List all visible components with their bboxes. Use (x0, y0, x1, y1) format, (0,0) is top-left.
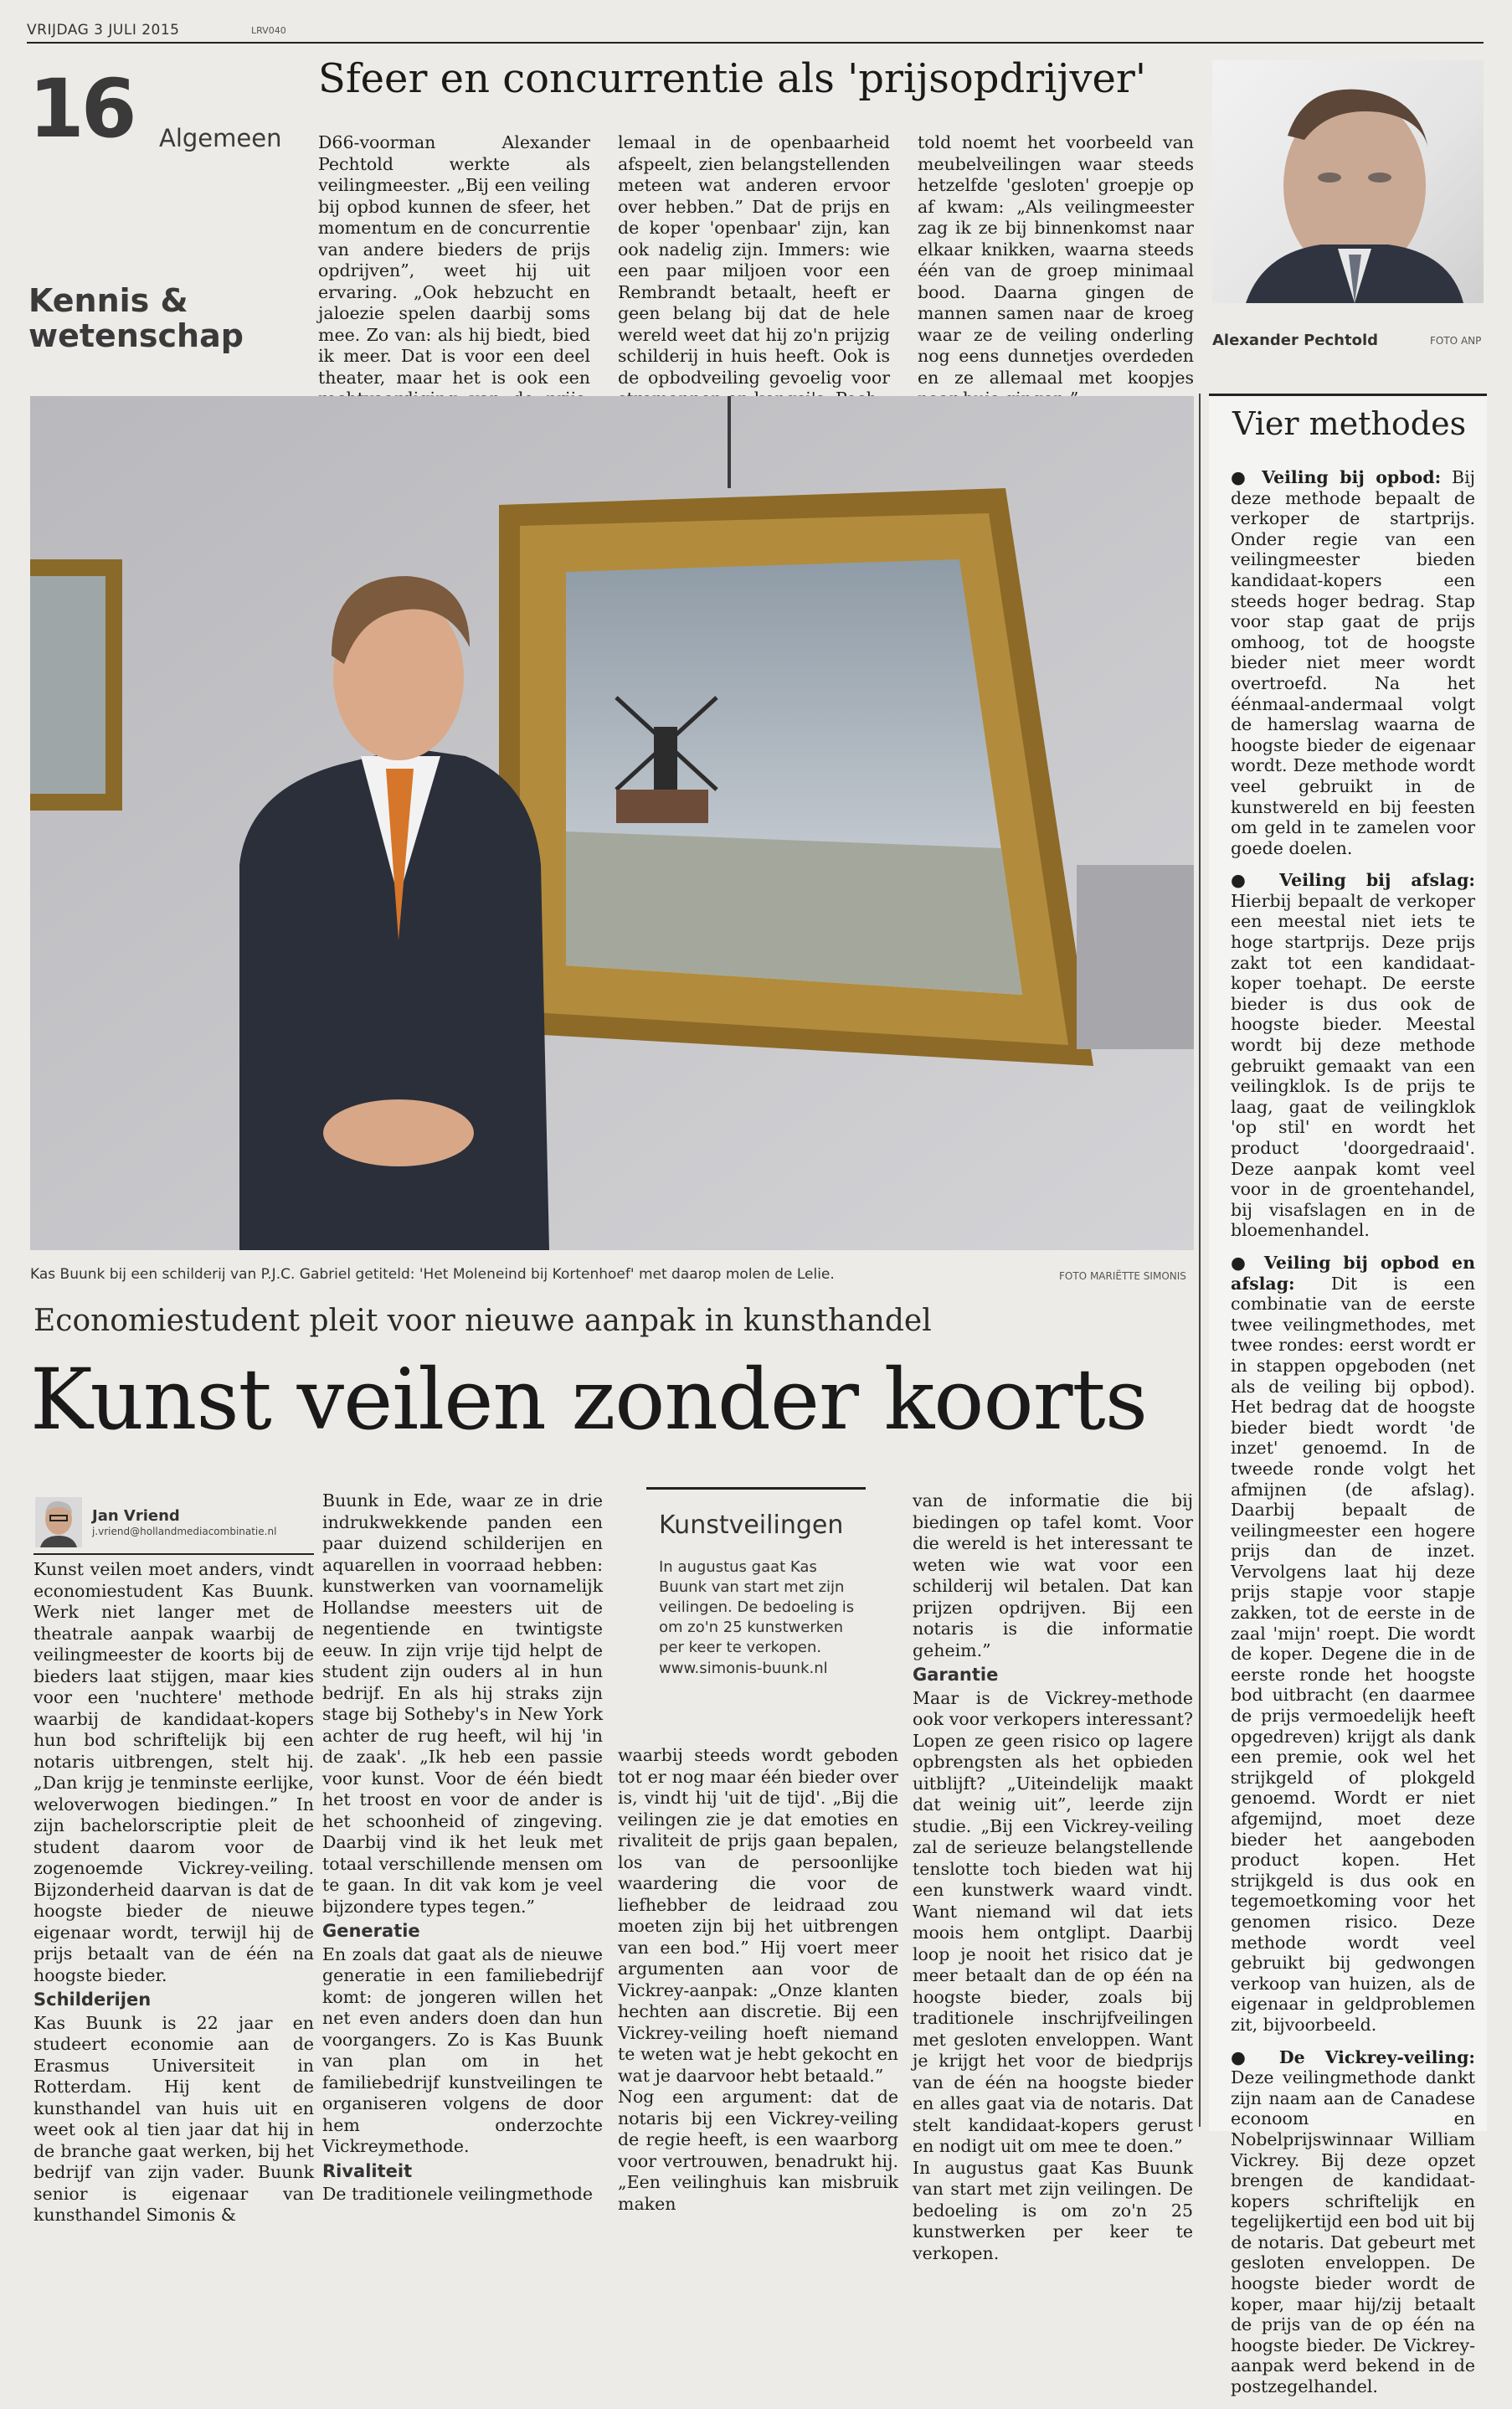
date-line: VRIJDAG 3 JULI 2015 (27, 22, 180, 39)
section-label: Algemeen (159, 124, 282, 152)
page-number: 16 (28, 62, 134, 156)
sidebar-rule (1199, 394, 1201, 2127)
main-col2-body-a: Buunk in Ede, waar ze in drie indrukwekkende panden een paar duizend schilderijen en aquarellen in voorraad hebben: kunstwerken van voornamelijk Hollandse meesters uit de negentiende en twintigste eeuw. In zijn vrije tijd helpt de student zijn ouders al in hun bedrijf. En als hij straks zijn stage bij Sotheby's in New York achter de rug heeft, wil hij 'in de zaak'. „Ik heb een passie voor kunst. Voor de één biedt het troost en voor de ander is het schoonheid of zingeving. Daarbij vind ik het leuk met totaal verschillende mensen om te gaan. In dit vak kom je veel bijzondere types tegen.” (322, 1490, 603, 1917)
author-avatar (35, 1497, 82, 1547)
author-name: Jan Vriend (92, 1507, 180, 1525)
header-rule (27, 42, 1484, 44)
sidebar-item (1231, 1253, 1475, 2036)
sidebar-item-text: Dit is een combinatie van de eerste twee veilingmethodes, met twee rondes: eerst wordt er in stappen opgeboden (net als de veiling bij opbod). Het bedrag dat de hoogste bieder biedt wordt 'de inzet' genoemd. In de tweede ronde volgt het afmijnen (de afslag). Daarbij bepaalt de veilingmeester een hogere prijs dan de inzet. Vervolgens laat hij deze prijs stapje voor stapje zakken, tot de eerste in de zaal 'mijn' roept. Die wordt de koper. Degene die in de eerste ronde het hoogste bod uitbracht (en daarmee de prijs vermoedelijk heeft opgedreven) krijgt als dank een premie, ook wel het strijkgeld of plokgeld genoemd. Wordt er niet afgemijnd, moet deze bieder het aangeboden product kopen. Het strijkgeld is dus ook en tegemoetkoming voor het genomen risico. Deze methode wordt veel gebruikt bij gedwongen verkoop van huizen, als de eigenaar in geldproblemen zit, bijvoorbeeld. (1231, 1273, 1475, 2035)
main-headline: Kunst veilen zonder koorts (30, 1351, 1148, 1449)
main-col4-body-b: Maar is de Vickrey-methode ook voor verkopers interessant? Lopen ze geen risico op lagere opbrengsten als het opbieden uitblijft? „Uiteindelijk maakt dat weinig uit”, leerde zijn studie. „Bij een Vickrey-veiling zal de serieuze belangstellende tenslotte toch bieden wat hij een kunstwerk waard vindt. Want niemand wil dat iets moois hem ontglipt. Daarbij loop je nooit het risico dat je meer betaalt dan de op één na hoogste bieder, zoals bij traditionele inschrijfveilingen met gesloten enveloppen. Want je krijgt het voor de biedprijs van de één na hoogste bieder en alles gaat via de notaris. Dat stelt kandidaat-kopers gerust en nodigt uit om mee te doen.” (913, 1687, 1193, 2156)
infobox-url[interactable]: www.simonis-buunk.nl (659, 1660, 828, 1677)
subhead-schilderijen: Schilderijen (33, 1989, 152, 2010)
sidebar-title: Vier methodes (1232, 405, 1467, 442)
pechtold-photo (1212, 60, 1484, 303)
top-article-col3: told noemt het voorbeeld van meubelveilingen waar steeds hetzelfde 'gesloten' groepje op af kwam: „Als veilingmeester zag ik ze bij binnenkomst naar elkaar knikken, waarna steeds één van de groep minimaal bood. Daarna gingen de mannen samen naar de kroeg waar ze de veiling onderling nog eens dunnetjes overdeden en ze allemaal met koopjes (918, 132, 1194, 388)
sidebar-item-text: Deze veilingmethode dankt zijn naam aan de Canadese econoom en Nobelprijswinnaar William Vickrey. Bij deze opzet brengen de kandidaat-kopers schriftelijk en tegelijkertijd een bod uit bij de notaris. Dat gebeurt met gesloten enveloppen. De hoogste bieder wordt de koper, maar hij/zij betaalt de prijs van de op één na hoogste bieder. De Vickrey-aanpak werd bekend in de postzegelhandel. (1231, 2067, 1475, 2397)
subhead-garantie: Garantie (913, 1665, 999, 1685)
sidebar-top-rule (1209, 394, 1487, 396)
sidebar (1209, 394, 1487, 2397)
pechtold-credit: FOTO ANP (1430, 335, 1482, 347)
bullet-icon: ● (1231, 1252, 1252, 1273)
author-email[interactable]: j.vriend@hollandmediacombinatie.nl (92, 1526, 277, 1537)
sidebar-item-text: Hierbij bepaalt de verkoper een meestal niet iets te hoge startprijs. Deze prijs zakt tot een kandidaat-koper toehapt. De eerste bieder is dus ook de hoogste bieder. Meestal wordt bij deze methode gebruikt gemaakt van een veilingklok. Is de prijs te laag, gaat de veilingklok 'op stil' en wordt het product 'doorgedraaid'. Deze aanpak komt veel voor in de groentehandel, bij visafslagen en in de bloemenhandel. (1231, 890, 1475, 1241)
infobox-rule (646, 1487, 866, 1490)
main-col4-body-a: van de informatie die bij biedingen op tafel komt. Voor die wereld is het interessant te weten wie wat voor een schilderij wil betalen. Dat kan prijzen opdrijven. Bij een notaris is die informatie geheim.” (913, 1490, 1193, 1660)
kicker-headline: Economiestudent pleit voor nieuwe aanpak in kunsthandel (33, 1304, 932, 1338)
main-photo-caption: Kas Buunk bij een schilderij van P.J.C. Gabriel getiteld: 'Het Moleneind bij Kortenhoef' met daarop molen de Lelie. (30, 1266, 835, 1283)
category-label: Kennis & wetenschap (28, 282, 244, 354)
sidebar-item (1231, 870, 1475, 1241)
pechtold-caption: Alexander Pechtold (1212, 332, 1379, 349)
main-photo (30, 396, 1194, 1250)
main-photo-credit: FOTO MARIËTTE SIMONIS (1059, 1270, 1186, 1282)
sidebar-item (1231, 467, 1475, 858)
bullet-icon: ● (1231, 870, 1260, 891)
sidebar-item-lead: Veiling bij opbod en afslag: (1231, 1252, 1475, 1294)
author-rule (33, 1553, 314, 1555)
main-col4-body-c: In augustus gaat Kas Buunk van start met zijn veilingen. De bedoeling is om zo'n 25 kunstwerken per keer te verkopen. (913, 2157, 1193, 2263)
infobox-text: In augustus gaat Kas Buunk van start met zijn veilingen. De bedoeling is om zo'n 25 kunstwerken per keer te verkopen. (659, 1558, 855, 1656)
main-col2-body-c: De traditionele veilingmethode (322, 2184, 594, 2204)
sidebar-item-lead: Veiling bij opbod: (1262, 467, 1442, 487)
bullet-icon: ● (1231, 2046, 1260, 2067)
main-col2 (322, 1490, 603, 2206)
page-code: LRV040 (251, 25, 286, 36)
sidebar-item-lead: De Vickrey-veiling: (1278, 2046, 1475, 2067)
top-article-col2: lemaal in de openbaarheid afspeelt, zien belangstellenden meteen wat anderen ervoor over hebben.” Dat de prijs en de koper 'openbaar' zijn, kan ook nadelig zijn. Immers: wie een paar miljoen voor een Rembrandt betaalt, heeft er geen belang bij dat de hele wereld weet dat hij zo'n prijzig schilderij in huis heeft. Ook is de opbodveiling gevoelig voor (618, 132, 890, 388)
sidebar-item-lead: Veiling bij afslag: (1279, 870, 1475, 891)
main-col1-body: Kas Buunk is 22 jaar en studeert economie aan de Erasmus Universiteit in Rotterdam. Hij kent de kunsthandel van huis uit en weet ook al tien jaar dat hij in de branche gaat werken, bij het bedrijf van zijn vader. Buunk senior is eigenaar van kunsthandel Simonis & (33, 2012, 314, 2225)
sidebar-item-text: Bij deze methode bepaalt de verkoper de startprijs. Onder regie van een veilingmeester bieden kandidaat-kopers een steeds hoger bedrag. Stap voor stap gaat de prijs omhoog, tot de hoogste bieder niet meer wordt overtroefd. Na het éénmaal-andermaal volgt de hamerslag waarna de hoogste bieder de eigenaar wordt. Deze methode wordt veel gebruikt in de kunstwereld en bij feesten om geld in te zamelen voor goede doelen. (1231, 467, 1475, 858)
main-col3-body-a: waarbij steeds wordt geboden tot er nog maar één bieder over is, vindt hij 'uit de tijd'. „Bij die veilingen zie je dat emoties en rivaliteit de prijs gaan bepalen, los van de persoonlijke waardering die voor de liefhebber de leidraad zou moeten zijn bij het uitbrengen van een bod.” Hij voert meer argumenten aan voor de Vickrey-aanpak: „Onze klanten hechten aan discretie. Bij een Vickrey-veiling hoeft niemand te weten wat je hebt gekocht en wat je daarvoor hebt betaald.” (618, 1745, 898, 2086)
main-col1-intro: Kunst veilen moet anders, vindt economiestudent Kas Buunk. Werk niet langer met de theatrale aanpak waarbij de veilingmeester de koorts bij de bieders laat stijgen, maar kies voor een 'nuchtere' methode waarbij de kandidaat-kopers hun bod schriftelijk bij een notaris uitbrengen, stelt hij. „Dan krijg je tenminste eerlijke, weloverwogen biedingen.” In zijn bachelorscriptie pleit de student daarom voor de zogenoemde Vickrey-veiling. Bijzonderheid daarvan is dat de hoogste bieder de nieuwe eigenaar wordt, terwijl hij de prijs betaalt van de één na hoogste bieder. (33, 1559, 314, 1985)
sidebar-item (1231, 2047, 1475, 2397)
subhead-rivaliteit: Rivaliteit (322, 2160, 413, 2181)
subhead-generatie: Generatie (322, 1921, 420, 1941)
main-col3 (618, 1745, 898, 2215)
main-col4 (913, 1490, 1193, 2264)
main-col1 (33, 1559, 314, 2226)
main-col3-body-b: Nog een argument: dat de notaris bij een Vickrey-veiling de regie heeft, is een waarborg voor vertrouwen, benadrukt hij. „Een veilinghuis kan misbruik maken (618, 2087, 898, 2214)
infobox-title: Kunstveilingen (659, 1511, 844, 1540)
main-col2-body-b: En zoals dat gaat als de nieuwe generatie in een familiebedrijf komt: de jongeren willen het net even anders doen dan hun voorgangers. Zo is Kas Buunk van plan om in het familiebedrijf kunstveilingen te organiseren volgens de door hem onderzochte Vickreymethode. (322, 1943, 603, 2156)
top-headline: Sfeer en concurrentie als 'prijsopdrijver' (318, 55, 1147, 102)
top-article-col1: D66-voorman Alexander Pechtold werkte als veilingmeester. „Bij een veiling bij opbod kunnen de sfeer, het momentum en de concurrentie van andere bieders de prijs opdrijven”, weet hij uit ervaring. „Ook hebzucht en jaloezie spelen daarbij soms mee. Zo van: als hij biedt, bied ik meer. Dat is voor een deel theater, maar het is ook een (318, 132, 590, 388)
sidebar-list (1231, 467, 1475, 2409)
bullet-icon: ● (1231, 467, 1252, 487)
